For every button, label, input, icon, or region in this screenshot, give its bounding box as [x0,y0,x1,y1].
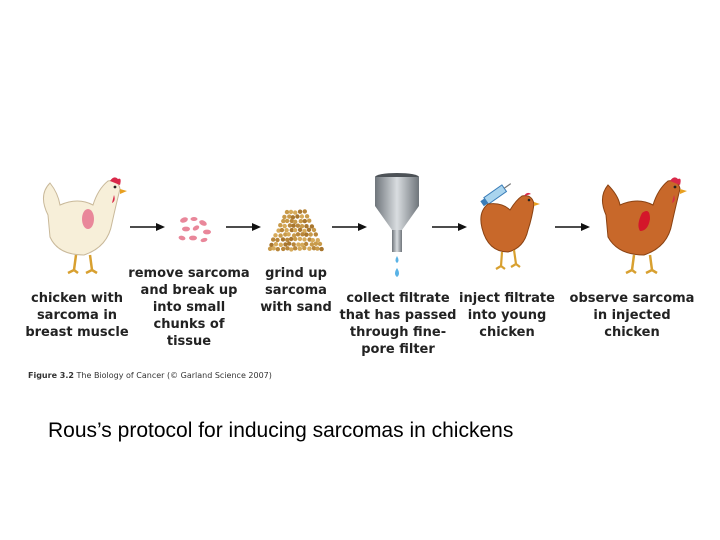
figure-source: The Biology of Cancer (© Garland Science 2007) [76,371,272,380]
step-label-remove-sarcoma: remove sarcoma and break up into small chunks of tissue [128,266,250,349]
arrow-icon-3 [332,222,368,232]
arrow-icon-2 [226,222,262,232]
figure-number: Figure 3.2 [28,371,74,380]
step-label-grind-sarcoma: grind up sarcoma with sand [260,266,332,315]
step-label-chicken-sarcoma: chicken with sarcoma in breast muscle [25,291,129,340]
step-label-observe-sarcoma: observe sarcoma in injected chicken [569,291,695,340]
sand-pile-icon [270,208,324,254]
figure-credit [28,371,272,380]
step-label-inject-filtrate: inject filtrate into young chicken [459,291,555,340]
slide-caption: Rous’s protocol for inducing sarcomas in chickens [48,419,514,442]
arrow-icon-5 [555,222,591,232]
brown-hen-with-sarcoma-icon [598,175,688,275]
tissue-chunks-icon [176,214,216,244]
step-label-collect-filtrate: collect filtrate that has passed through fine- pore filter [339,291,457,357]
young-chicken-with-syringe-icon [474,178,544,273]
filter-funnel-icon [372,172,422,282]
arrow-icon-4 [432,222,468,232]
white-hen-with-sarcoma-icon [38,175,128,275]
arrow-icon-1 [130,222,166,232]
